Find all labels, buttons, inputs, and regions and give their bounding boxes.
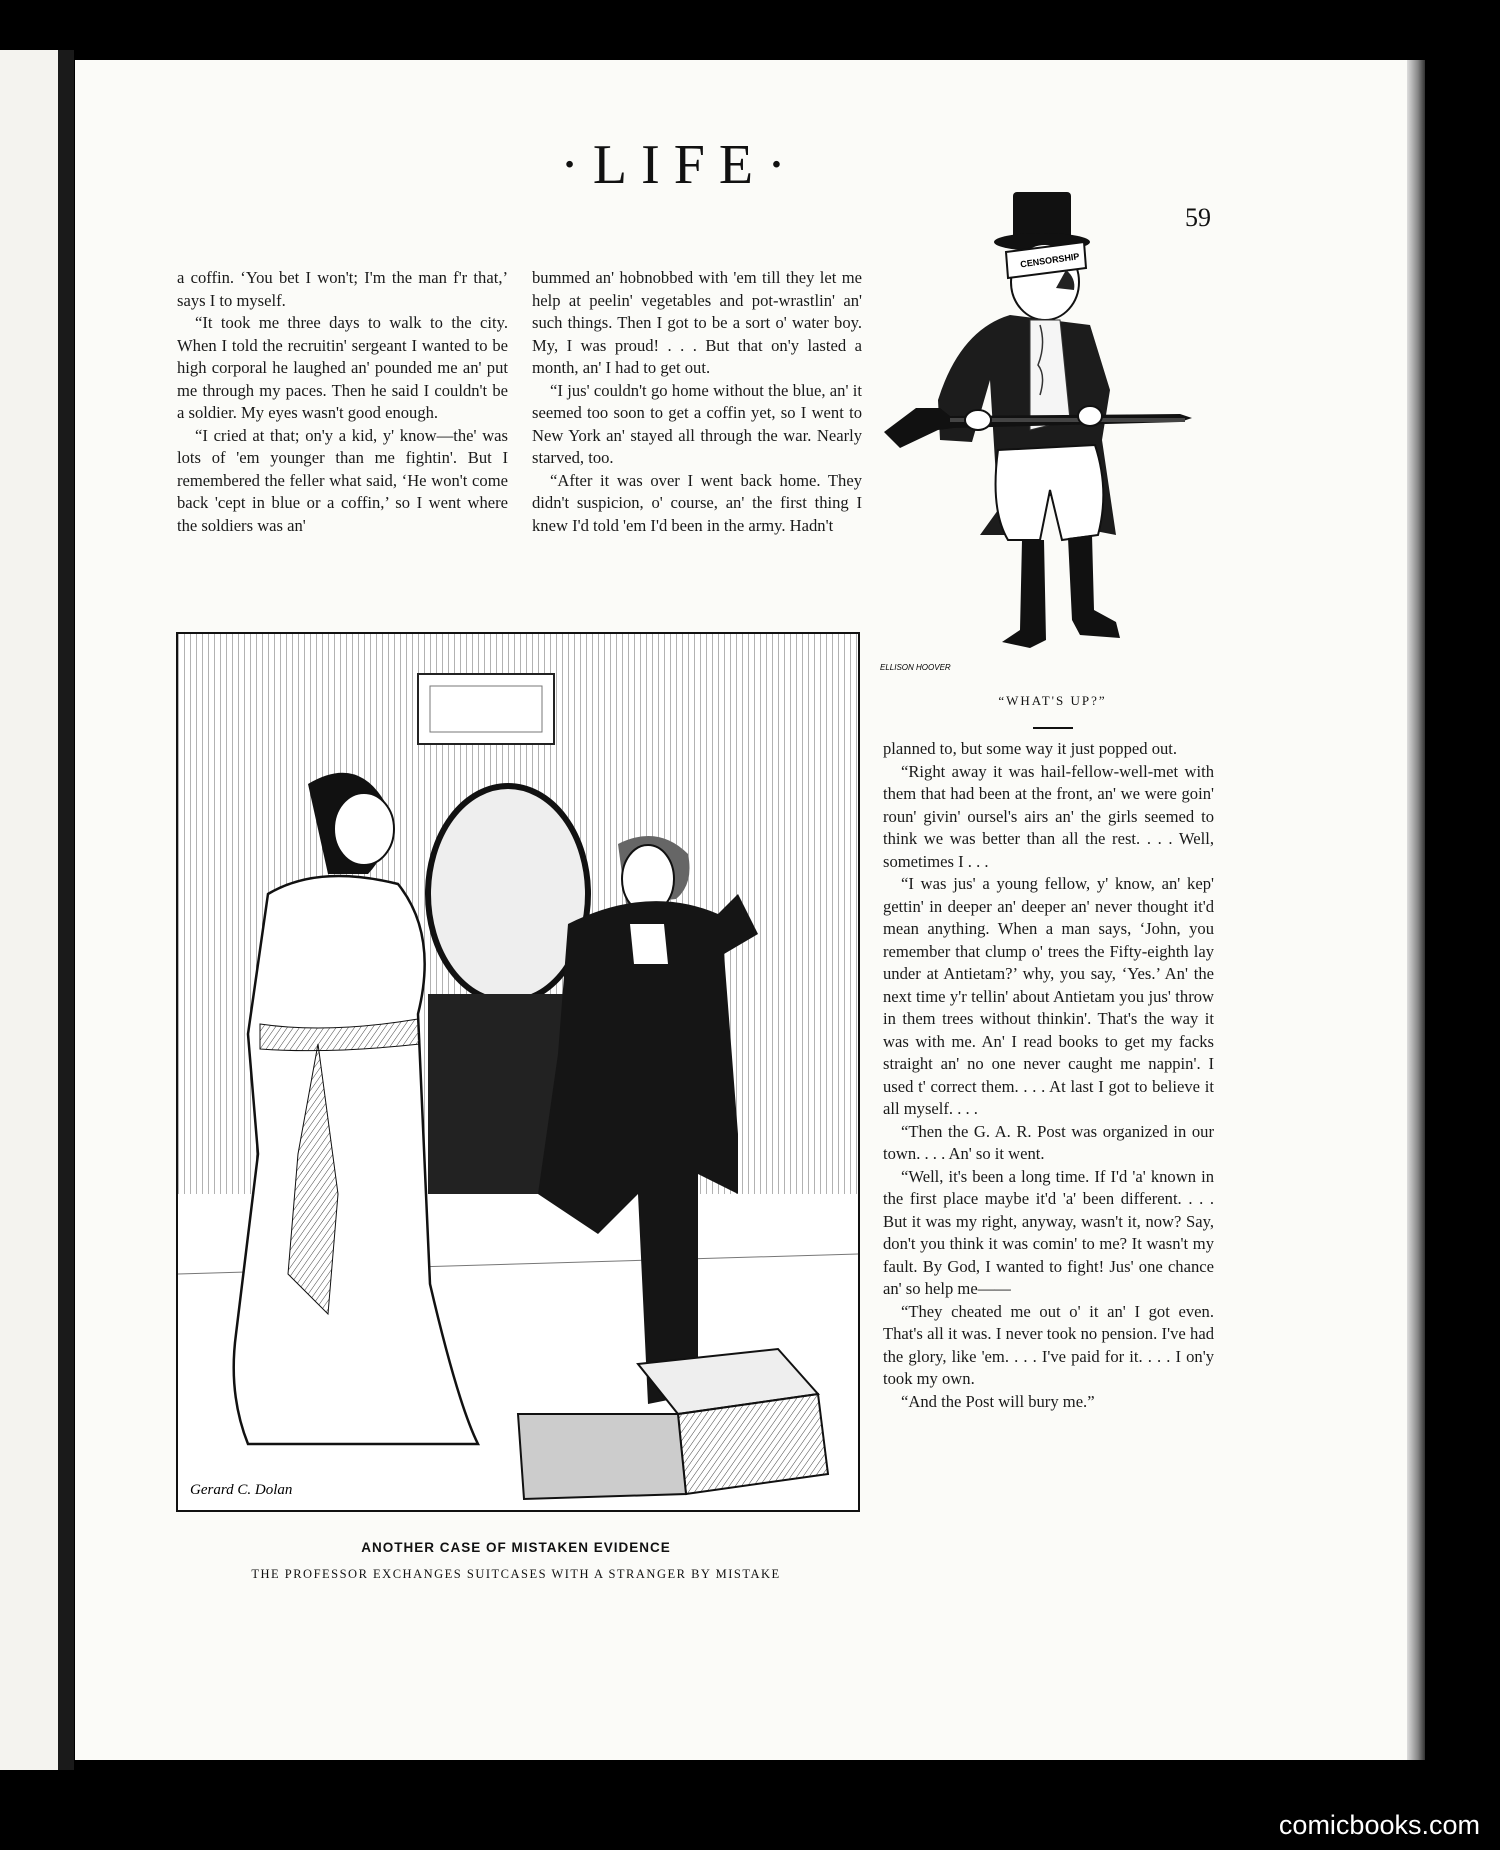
paragraph: “Well, it's been a long time. If I'd 'a' known in the first place maybe it'd 'a' been different. . . . But it was my right, anyway, wasn't it, now? Say, don't you think it was comin' to me? It wasn't my fault. By God, I wanted to fight! Jus' one chance an' so help me—— <box>883 1166 1214 1298</box>
main-cartoon-signature: Gerard C. Dolan <box>190 1482 293 1498</box>
text-column-2 <box>532 267 862 537</box>
hat-label-text: CENSORSHIP <box>1019 251 1081 270</box>
paragraph: “And the Post will bury me.” <box>901 1391 1095 1411</box>
paragraph: “I cried at that; on'y a kid, y' know—the' was lots of 'em younger than me fightin'. But I remembered the feller what said, ‘He won't come back 'cept in blue or a coffin,’ so I went where the soldiers was an' <box>177 425 508 535</box>
cartoon-signature: ELLISON HOOVER <box>880 663 951 672</box>
paragraph: “I was jus' a young fellow, y' know, an' kep' gettin' in deeper an' deeper an' never thought it'd mean anything. When a man says, ‘John, you remember that clump o' trees the Fifty-eighth lay under at Antietam?’ why, you say, ‘Yes.’ An' the next time y'r tellin' about Antietam you jus' throw in them trees without thinkin'. That's the way it was with me. An' I read books to get my facks straight an' no one never caught me nappin'. I used t' correct them. . . . At last I got to believe it all myself. . . . <box>883 874 1214 1118</box>
divider-rule <box>1033 727 1073 729</box>
previous-page-edge <box>0 50 61 1770</box>
paragraph: bummed an' hobnobbed with 'em till they let me help at peelin' vegetables and pot-wrastlin' an' such things. Then I got to be a sort o' water boy. My, I was proud! . . . But that on'y lasted a month, an' I had to get out. <box>532 268 862 377</box>
paragraph: “Then the G. A. R. Post was organized in our town. . . . An' so it went. <box>883 1121 1214 1163</box>
paragraph: “After it was over I went back home. They didn't suspicion, o' course, an' the first thing I knew I'd told 'em I'd been in the army. Hadn't <box>532 470 862 535</box>
masthead-title: ·LIFE· <box>560 134 800 196</box>
page-edge-shadow <box>1407 60 1425 1760</box>
mistaken-evidence-illustration <box>178 634 858 1510</box>
page-number: 59 <box>1185 203 1211 232</box>
paragraph: a coffin. ‘You bet I won't; I'm the man f'r that,’ says I to myself. <box>177 268 508 310</box>
text-column-3 <box>883 738 1214 1413</box>
paragraph: “I jus' couldn't go home without the blue, an' it seemed too soon to get a coffin yet, so I went to New York an' stayed all through the war. Nearly starved, too. <box>532 380 862 467</box>
paragraph: “They cheated me out o' it an' I got even. That's all it was. I never took no pension. I've had the glory, like 'em. . . . I've paid for it. . . . I on'y took my own. <box>883 1301 1214 1388</box>
main-cartoon-title: ANOTHER CASE OF MISTAKEN EVIDENCE <box>361 1540 671 1555</box>
watermark-text: comicbooks.com <box>1278 1810 1480 1840</box>
text-column-1 <box>177 267 508 537</box>
main-cartoon-frame <box>176 632 860 1512</box>
main-cartoon-subtitle: THE PROFESSOR EXCHANGES SUITCASES WITH A STRANGER BY MISTAKE <box>251 1567 781 1581</box>
censorship-cartoon <box>880 190 1300 690</box>
paragraph: “Right away it was hail-fellow-well-met with them that had been at the front, an' we were goin' roun' givin' oursel's airs an' the girls seemed to think we was better than all the rest. . . . Well, sometimes I . . . <box>883 761 1214 871</box>
paragraph: planned to, but some way it just popped out. <box>883 739 1178 758</box>
censorship-figure-illustration <box>880 190 1300 690</box>
binding-gutter <box>58 50 74 1770</box>
paragraph: “It took me three days to walk to the city. When I told the recruitin' sergeant I wanted to be high corporal he laughed an' pounded me an' put me through my paces. Then he said I couldn't be a soldier. My eyes wasn't good enough. <box>177 313 508 422</box>
small-cartoon-caption: “WHAT'S UP?” <box>998 693 1107 708</box>
